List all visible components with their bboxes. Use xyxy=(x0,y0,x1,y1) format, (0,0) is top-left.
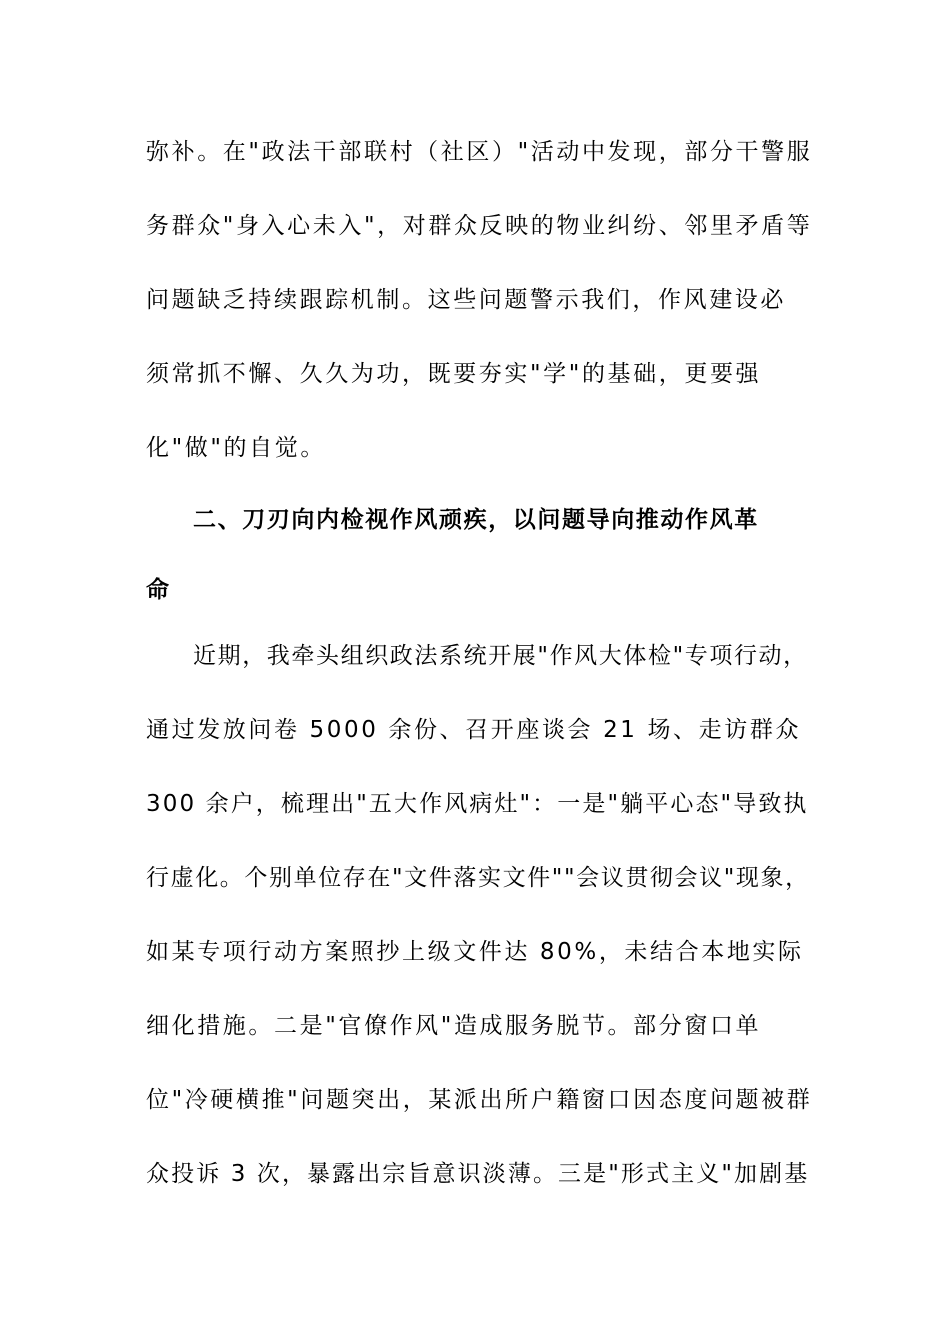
paragraph-1-line-3: 问题缺乏持续跟踪机制。这些问题警示我们，作风建设必 xyxy=(146,287,786,313)
paragraph-2-line-6: 细化措施。二是"官僚作风"造成服务脱节。部分窗口单 xyxy=(146,1013,762,1039)
paragraph-2-line-8: 众投诉 3 次，暴露出宗旨意识淡薄。三是"形式主义"加剧基 xyxy=(146,1161,810,1187)
paragraph-2-line-4: 行虚化。个别单位存在"文件落实文件""会议贯彻会议"现象， xyxy=(146,865,810,891)
section-2-heading-line-2: 命 xyxy=(146,577,171,603)
paragraph-1-line-2: 务群众"身入心未入"，对群众反映的物业纠纷、邻里矛盾等 xyxy=(146,213,812,239)
paragraph-2-line-5: 如某专项行动方案照抄上级文件达 80%，未结合本地实际 xyxy=(146,939,804,965)
paragraph-2-line-1: 近期，我牵头组织政法系统开展"作风大体检"专项行动， xyxy=(193,643,808,669)
paragraph-1-line-4: 须常抓不懈、久久为功，既要夯实"学"的基础，更要强 xyxy=(146,361,762,387)
paragraph-1-line-1: 弥补。在"政法干部联村（社区）"活动中发现，部分干警服 xyxy=(146,139,812,165)
paragraph-2-line-2: 通过发放问卷 5000 余份、召开座谈会 21 场、走访群众 xyxy=(146,717,802,743)
paragraph-2-line-7: 位"冷硬横推"问题突出，某派出所户籍窗口因态度问题被群 xyxy=(146,1087,812,1113)
section-2-heading-line-1: 二、刀刃向内检视作风顽疾，以问题导向推动作风革 xyxy=(193,507,759,533)
paragraph-1-line-5: 化"做"的自觉。 xyxy=(146,435,326,461)
paragraph-2-line-3: 300 余户，梳理出"五大作风病灶"：一是"躺平心态"导致执 xyxy=(146,791,809,817)
